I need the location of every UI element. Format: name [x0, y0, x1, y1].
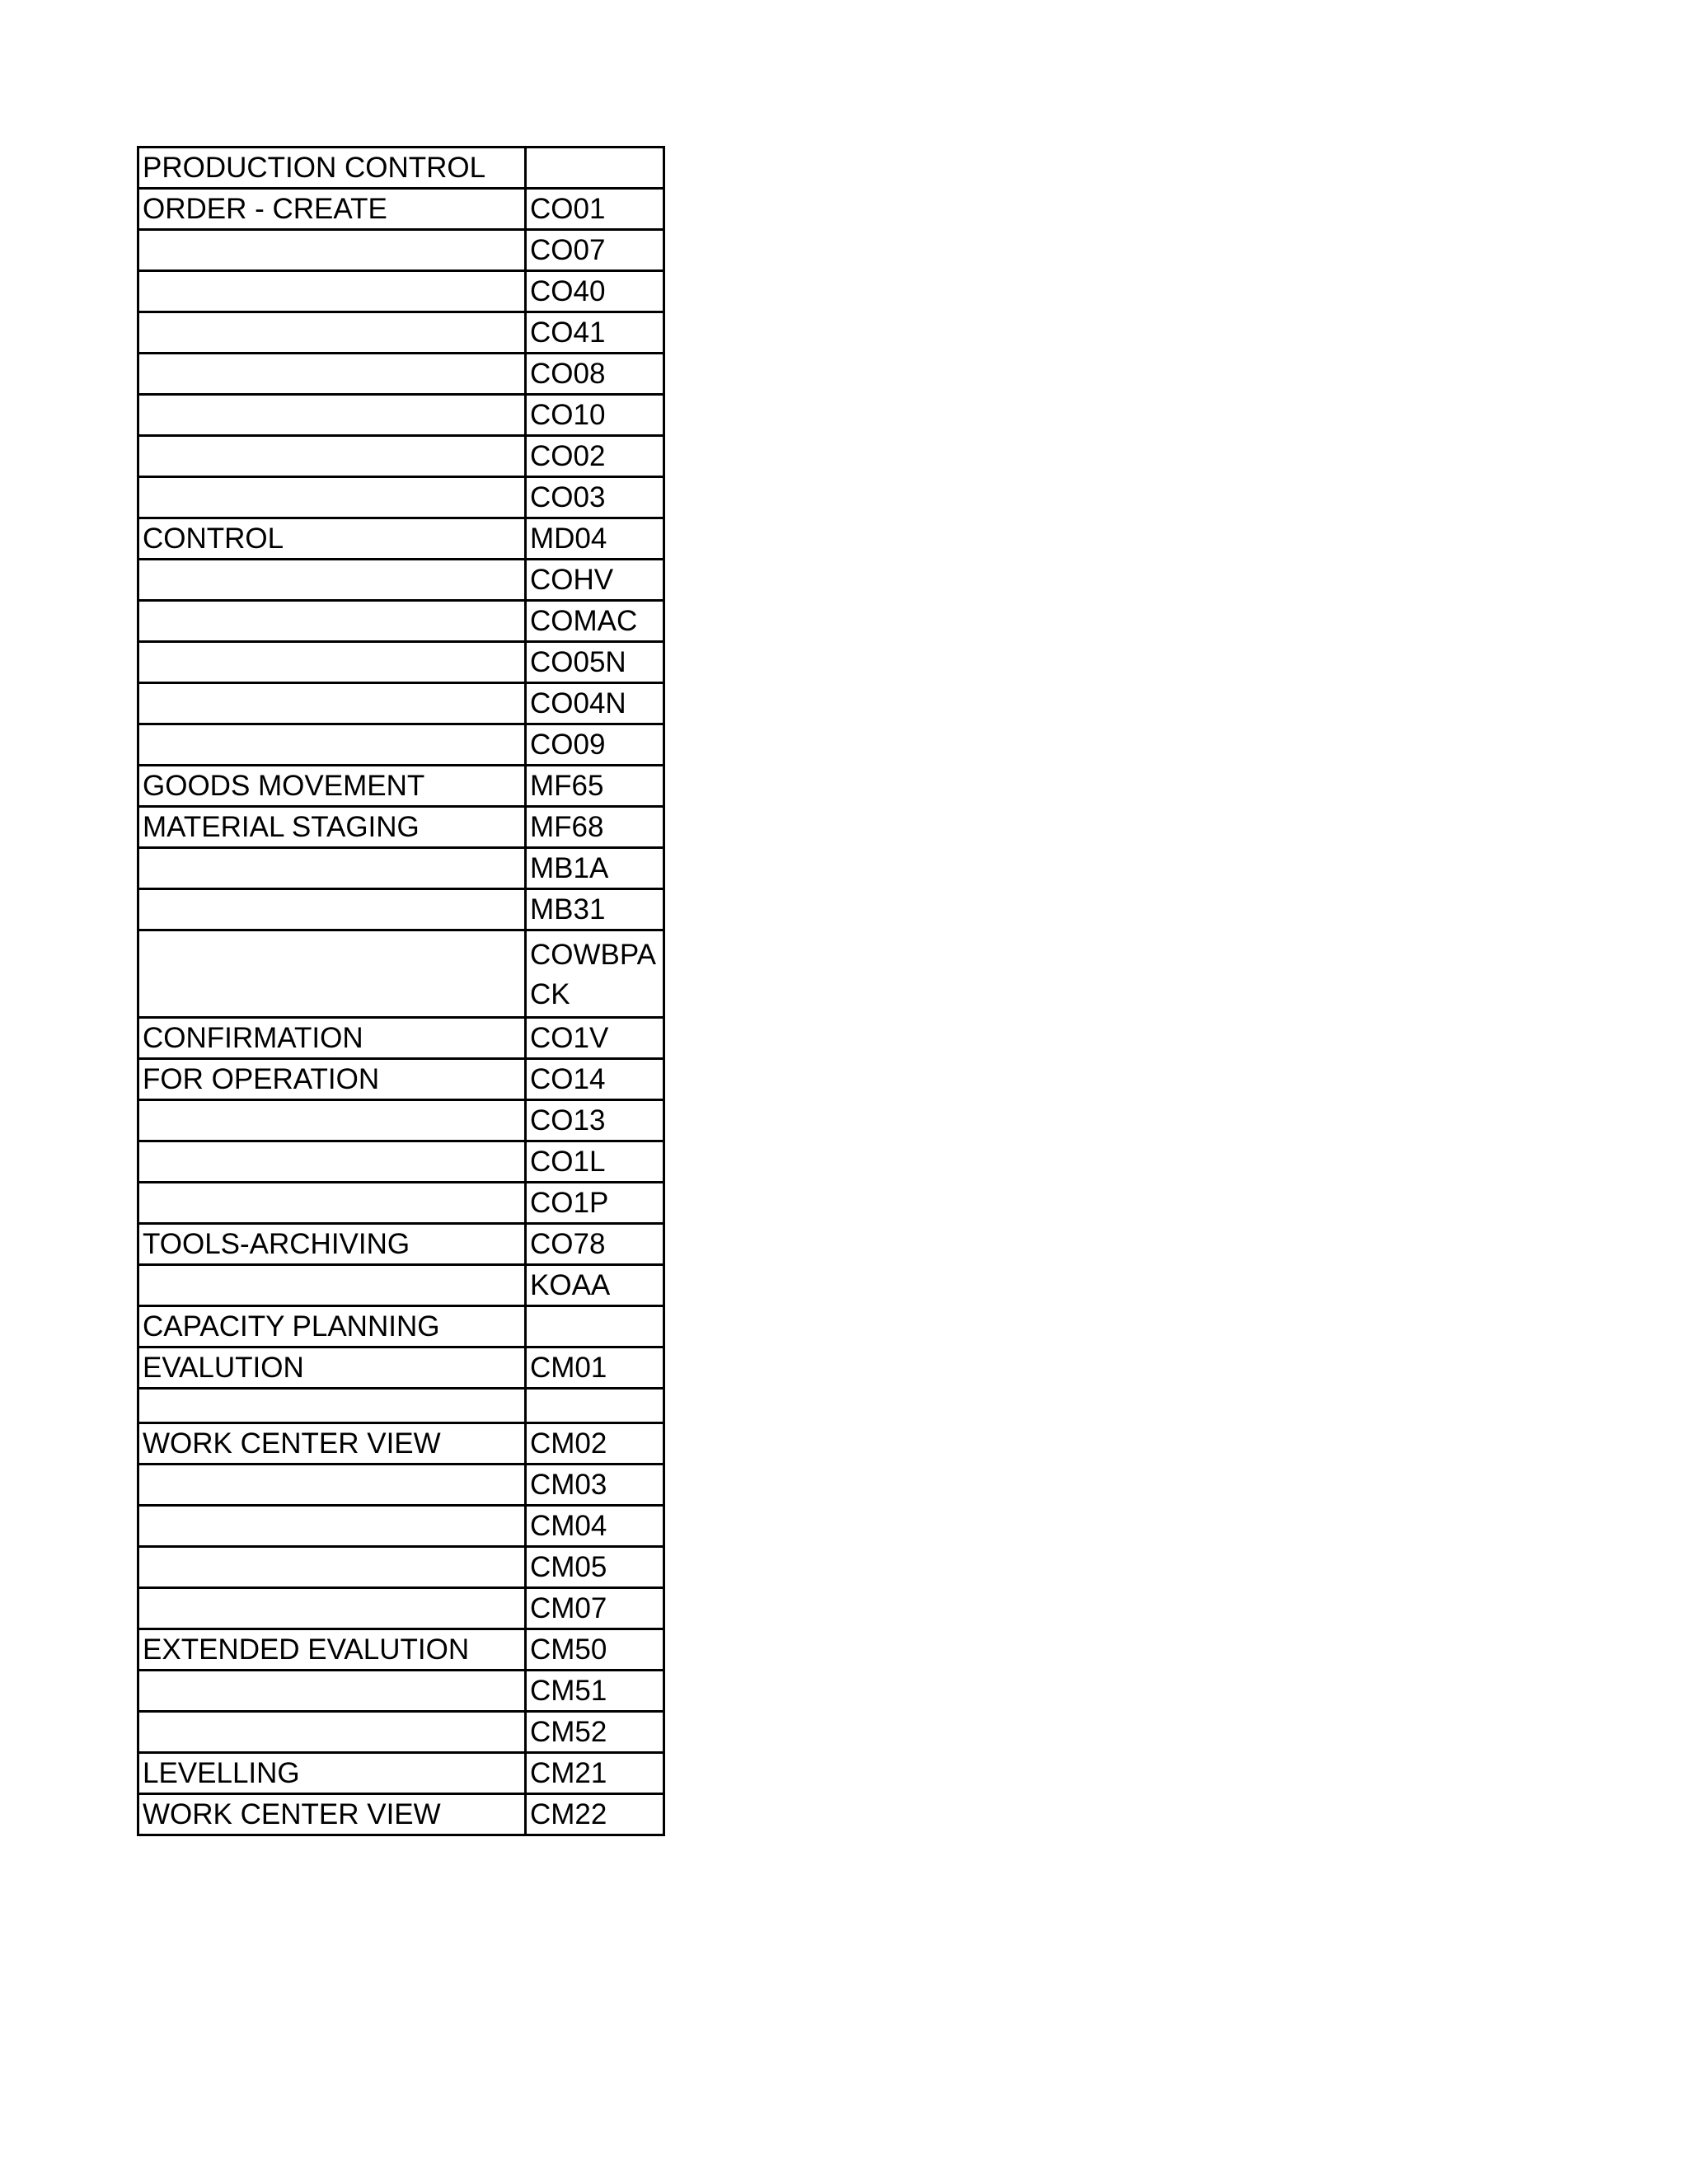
table-row	[138, 1423, 664, 1465]
label-cell	[138, 1465, 526, 1506]
label-cell	[138, 1671, 526, 1712]
label-cell: FOR OPERATION	[138, 1059, 526, 1100]
table-row	[138, 1712, 664, 1753]
code-cell: CM01	[526, 1347, 664, 1389]
label-cell	[138, 230, 526, 271]
label-cell	[138, 1547, 526, 1588]
code-cell: CM05	[526, 1547, 664, 1588]
label-cell: WORK CENTER VIEW	[138, 1423, 526, 1465]
label-cell	[138, 312, 526, 354]
label-cell: EXTENDED EVALUTION	[138, 1629, 526, 1671]
table-row	[138, 642, 664, 683]
table-row	[138, 930, 664, 1018]
code-cell: CO02	[526, 436, 664, 477]
code-cell: CM21	[526, 1753, 664, 1794]
label-cell	[138, 642, 526, 683]
table-row	[138, 1671, 664, 1712]
code-cell: CO09	[526, 724, 664, 766]
table-row	[138, 230, 664, 271]
code-cell: CO05N	[526, 642, 664, 683]
table-row	[138, 1224, 664, 1265]
label-cell	[138, 1100, 526, 1141]
table-row	[138, 889, 664, 930]
code-cell: COHV	[526, 560, 664, 601]
table-row	[138, 1588, 664, 1629]
table-row	[138, 1018, 664, 1059]
table-row	[138, 1141, 664, 1183]
table-row	[138, 148, 664, 189]
table-row	[138, 1265, 664, 1306]
code-cell: CO07	[526, 230, 664, 271]
label-cell	[138, 601, 526, 642]
code-cell: COMAC	[526, 601, 664, 642]
code-cell: CO41	[526, 312, 664, 354]
label-cell: MATERIAL STAGING	[138, 807, 526, 848]
code-cell	[526, 148, 664, 189]
code-cell: CM02	[526, 1423, 664, 1465]
label-cell	[138, 354, 526, 395]
label-cell: CONTROL	[138, 518, 526, 560]
label-cell	[138, 1712, 526, 1753]
code-cell: CM04	[526, 1506, 664, 1547]
table-row	[138, 189, 664, 230]
code-cell: CO1V	[526, 1018, 664, 1059]
label-cell	[138, 724, 526, 766]
transaction-code-table	[137, 146, 665, 1836]
label-cell: CAPACITY PLANNING	[138, 1306, 526, 1347]
code-cell: CO08	[526, 354, 664, 395]
label-cell: ORDER - CREATE	[138, 189, 526, 230]
table-row	[138, 477, 664, 518]
label-cell	[138, 683, 526, 724]
code-cell: CO10	[526, 395, 664, 436]
label-cell	[138, 848, 526, 889]
label-cell	[138, 1265, 526, 1306]
code-cell: CO1P	[526, 1183, 664, 1224]
label-cell: TOOLS-ARCHIVING	[138, 1224, 526, 1265]
table-row	[138, 1306, 664, 1347]
table-row	[138, 1506, 664, 1547]
table-body	[138, 148, 664, 1835]
label-cell: EVALUTION	[138, 1347, 526, 1389]
table-row	[138, 312, 664, 354]
table-row	[138, 518, 664, 560]
code-cell: MF68	[526, 807, 664, 848]
table-row	[138, 560, 664, 601]
label-cell: CONFIRMATION	[138, 1018, 526, 1059]
code-cell: CO04N	[526, 683, 664, 724]
table-row	[138, 436, 664, 477]
table-row	[138, 395, 664, 436]
code-cell: MB1A	[526, 848, 664, 889]
table-row	[138, 1465, 664, 1506]
code-cell: MB31	[526, 889, 664, 930]
table-row	[138, 1100, 664, 1141]
table-row	[138, 1629, 664, 1671]
table-row	[138, 724, 664, 766]
table-row	[138, 1183, 664, 1224]
label-cell	[138, 395, 526, 436]
label-cell: WORK CENTER VIEW	[138, 1794, 526, 1835]
table-row	[138, 354, 664, 395]
table-row	[138, 848, 664, 889]
code-cell: KOAA	[526, 1265, 664, 1306]
label-cell: GOODS MOVEMENT	[138, 766, 526, 807]
table-row	[138, 1347, 664, 1389]
code-cell: CO13	[526, 1100, 664, 1141]
table-row	[138, 1389, 664, 1423]
label-cell	[138, 271, 526, 312]
label-cell	[138, 560, 526, 601]
code-cell: MD04	[526, 518, 664, 560]
code-cell: CO40	[526, 271, 664, 312]
label-cell	[138, 889, 526, 930]
code-cell: CM03	[526, 1465, 664, 1506]
label-cell	[138, 1389, 526, 1423]
table-row	[138, 1794, 664, 1835]
table-row	[138, 766, 664, 807]
code-cell: CO1L	[526, 1141, 664, 1183]
code-cell: CM07	[526, 1588, 664, 1629]
code-cell: COWBPACK	[526, 930, 664, 1018]
table-row	[138, 1753, 664, 1794]
code-cell: CM52	[526, 1712, 664, 1753]
code-cell: CO78	[526, 1224, 664, 1265]
label-cell	[138, 930, 526, 1018]
label-cell	[138, 436, 526, 477]
label-cell: PRODUCTION CONTROL	[138, 148, 526, 189]
table-row	[138, 271, 664, 312]
label-cell	[138, 1506, 526, 1547]
code-cell	[526, 1389, 664, 1423]
table-row	[138, 601, 664, 642]
code-cell: MF65	[526, 766, 664, 807]
spreadsheet-printout	[137, 146, 665, 1836]
table-row	[138, 807, 664, 848]
code-cell	[526, 1306, 664, 1347]
code-cell: CO03	[526, 477, 664, 518]
code-cell: CM50	[526, 1629, 664, 1671]
label-cell	[138, 1183, 526, 1224]
label-cell	[138, 477, 526, 518]
table-row	[138, 683, 664, 724]
table-row	[138, 1547, 664, 1588]
label-cell	[138, 1141, 526, 1183]
label-cell	[138, 1588, 526, 1629]
label-cell: LEVELLING	[138, 1753, 526, 1794]
code-cell: CO01	[526, 189, 664, 230]
table-row	[138, 1059, 664, 1100]
code-cell: CO14	[526, 1059, 664, 1100]
code-cell: CM22	[526, 1794, 664, 1835]
code-cell: CM51	[526, 1671, 664, 1712]
